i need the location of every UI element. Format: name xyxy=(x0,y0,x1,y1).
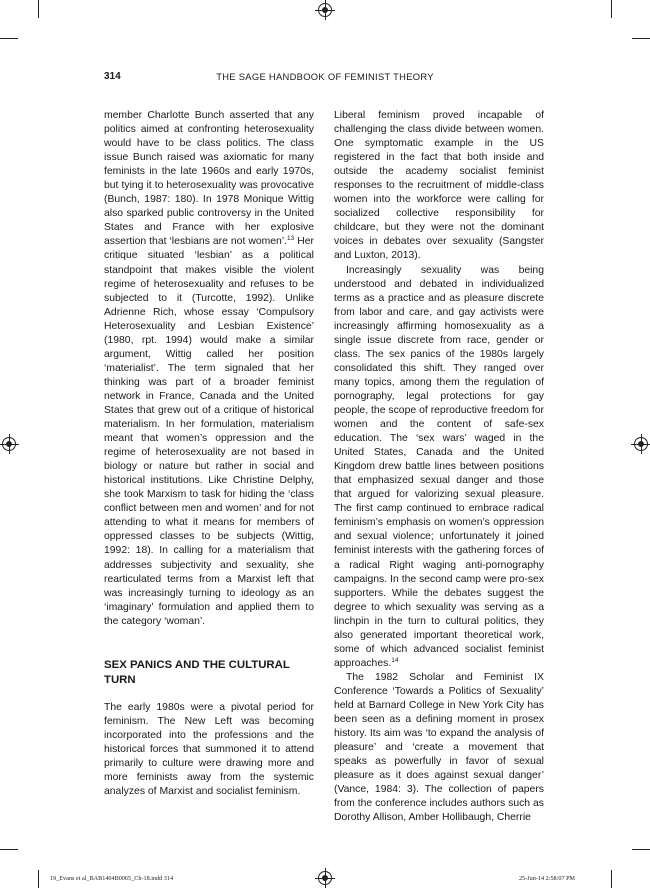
paragraph-text: member Charlotte Bunch asserted that any politics aimed at confronting heterosexuality would have to be class politics. The class issue Bunch raised was axiomatic for many feminists in the late 1960s and early 1970s, but tying it to heterosexuality was provocative (Bunch, 1987: 180). In 1978 Monique Wittig also sparked public controversy in the United States and France with her explosive assertion that ‘lesbians are not women’. xyxy=(104,110,314,248)
file-slug: 19_Evans et al_BAB1404B0065_Ch-18.indd 314 xyxy=(50,875,174,882)
paragraph-text: Her critique situated ‘lesbian’ as a political standpoint that makes visible the violent regime of heterosexuality and refuses to be subjected to it (Turcotte, 1992). Unlike Adrienne Rich, whose essay ‘Compulsory Heterosexuality and Lesbian Existence’ (1980, rpt. 1994) would make a similar argument, Wittig called her position ‘materialist’. The term signaled that her thinking was part of a broader feminist network in France, Canada and the United States that grew out of a critique of historical materialism. In her formulation, materialism meant that women’s oppression and the regime of heterosexuality are not based in biology or nature but rather in social and historical institutions. Like Christine Delphy, she took Marxism to task for hiding the ‘class conflict between men and women’ and for not attending to what it means for members of oppressed classes to be subjects (Wittig, 1992: 18). In calling for a materialism that addresses subjectivity and sexuality, she rearticulated terms from a Marxist left that was increasingly turning to ideology as an ‘imaginary’ formulation and applied them to the category ‘woman’. xyxy=(104,236,314,627)
body-paragraph: Liberal feminism proved incapable of challenging the class divide between women. One symptomatic example in the US registered in the fact that both inside and outside the academy socialist feminist responses to the recruitment of middle-class women into the workforce were calling for socialized collective responsibility for childcare, but they were not the dominant voices in debates over sexuality (Sangster and Luxton, 2013). xyxy=(334,110,544,262)
crop-mark xyxy=(0,849,18,850)
registration-mark-icon xyxy=(318,3,332,17)
footnote-marker: 14 xyxy=(391,656,399,664)
body-paragraph: The early 1980s were a pivotal period for feminism. The New Left was becoming incorporated into the professions and the historical forces that summoned it to attend primarily to culture were drawing more and more feminists away from the systemic analyzes of Marxist and socialist feminism. xyxy=(104,701,314,798)
left-column xyxy=(104,109,314,799)
body-paragraph: The 1982 Scholar and Feminist IX Conference ‘Towards a Politics of Sexuality’ held at Barnard College in New York City has been seen as a defining moment in prosex history. Its aim was ‘to expand the analysis of pleasure’ and ‘create a movement that speaks as powerfully in favor of sexual pleasure as it does against sexual danger’ (Vance, 1984: 3). The collection of papers from the conference includes authors such as Dorothy Allison, Amber Hollibaugh, Cherrie xyxy=(334,671,544,824)
crop-mark xyxy=(611,870,612,888)
section-heading: SEX PANICS AND THE CULTURAL TURN xyxy=(104,658,290,686)
body-paragraph xyxy=(104,109,314,629)
footnote-marker: 13 xyxy=(287,235,295,243)
page-number: 314 xyxy=(104,71,121,82)
registration-mark-icon xyxy=(2,437,16,451)
body-paragraph xyxy=(334,264,544,671)
right-column xyxy=(334,109,544,825)
print-timestamp: 25-Jun-14 2:58:07 PM xyxy=(519,875,576,882)
crop-mark xyxy=(0,38,18,39)
crop-mark xyxy=(632,849,650,850)
paragraph-text: Increasingly sexuality was being understood and debated in individualized terms as a practice and as pleasure discrete from labor and care, and gay activists were increasingly affirming homosexuality as a single issue discrete from race, gender or class. The sex panics of the 1980s largely consolidated this shift. They ranged over many topics, among them the regulation of pornography, legal protections for gay people, the scope of reproductive freedom for women and the content of safe-sex education. The ‘sex wars’ waged in the United States, Canada and the United Kingdom drew battle lines between positions that emphasized sexual danger and those that argued for valorizing sexual pleasure. The first camp continued to embrace radical feminism’s emphasis on women’s oppression and sexual violence; unfortunately it joined feminist interests with the gathering forces of a radical Right waging anti-pornography campaigns. In the second camp were pro-sex supporters. While the debates suggest the degree to which sexuality was serving as a linchpin in the turn to cultural politics, they also generated important theoretical work, some of which advanced socialist feminist approaches. xyxy=(334,264,544,669)
crop-mark xyxy=(611,0,612,18)
running-title: THE SAGE HANDBOOK OF FEMINIST THEORY xyxy=(216,71,434,82)
crop-mark xyxy=(38,0,39,18)
registration-mark-icon xyxy=(318,871,332,885)
crop-mark xyxy=(38,870,39,888)
registration-mark-icon xyxy=(634,437,648,451)
crop-mark xyxy=(632,38,650,39)
